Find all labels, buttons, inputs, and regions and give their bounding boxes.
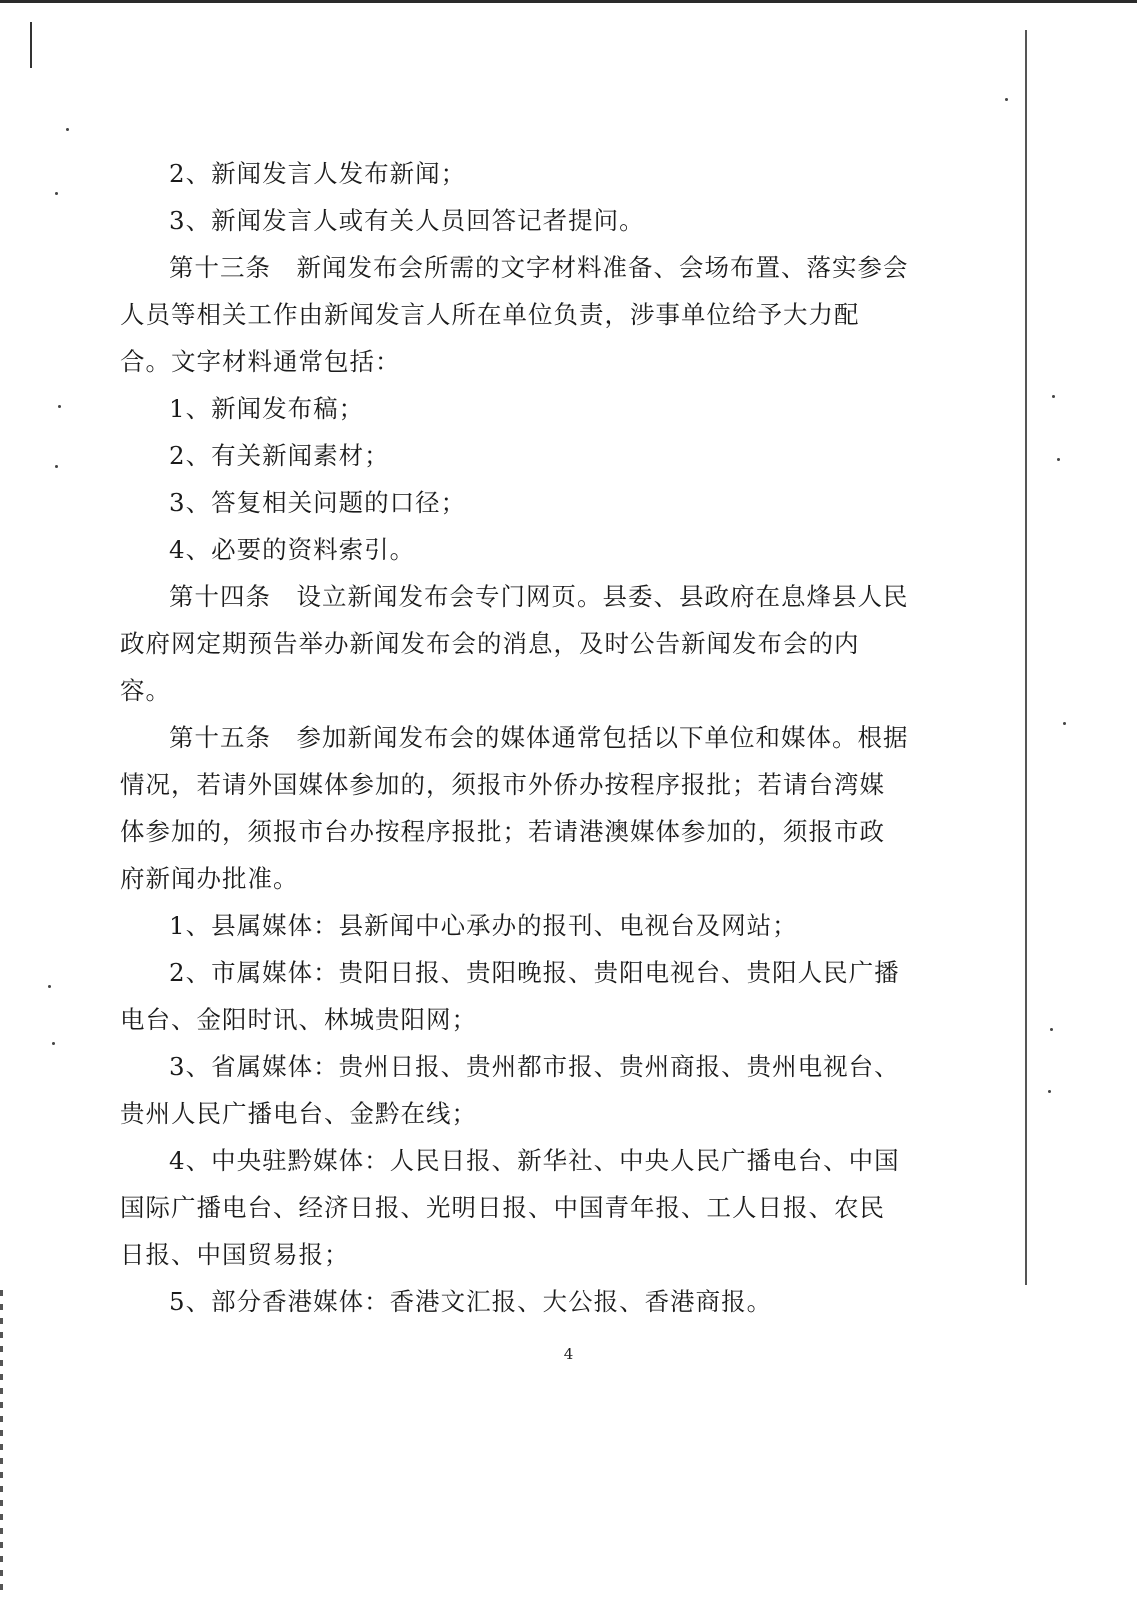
speck <box>1050 1028 1053 1031</box>
article-14: 第十四条 设立新闻发布会专门网页。县委、县政府在息烽县人民政府网定期预告举办新闻发布会的消息，及时公告新闻发布会的内容。 <box>120 582 909 705</box>
scan-edge-top <box>0 0 1137 3</box>
speck <box>1005 98 1008 101</box>
article-13: 第十三条 新闻发布会所需的文字材料准备、会场布置、落实参会人员等相关工作由新闻发言人所在单位负责，涉事单位给予大力配合。文字材料通常包括： <box>120 253 909 376</box>
speck <box>58 405 61 408</box>
scan-mark-left <box>30 22 32 68</box>
list-item-county-media: 1、县属媒体：县新闻中心承办的报刊、电视台及网站； <box>169 911 798 940</box>
page-number: 4 <box>563 1345 574 1363</box>
speck <box>52 1042 55 1045</box>
speck <box>1057 458 1060 461</box>
list-item-release-news: 2、新闻发言人发布新闻； <box>169 159 467 188</box>
speck <box>55 192 58 195</box>
list-item-press-release: 1、新闻发布稿； <box>169 394 365 423</box>
scan-rule-right <box>1025 30 1027 1285</box>
list-item-answer-caliber: 3、答复相关问题的口径； <box>169 488 467 517</box>
speck <box>1063 722 1066 725</box>
document-body <box>120 150 910 1325</box>
list-item-reference-index: 4、必要的资料索引。 <box>169 535 416 564</box>
list-item-central-media: 4、中央驻黔媒体：人民日报、新华社、中央人民广播电台、中国国际广播电台、经济日报、光明日报、中国青年报、工人日报、农民日报、中国贸易报； <box>120 1146 900 1269</box>
speck <box>66 128 69 131</box>
list-item-answer-questions: 3、新闻发言人或有关人员回答记者提问。 <box>169 206 645 235</box>
article-15: 第十五条 参加新闻发布会的媒体通常包括以下单位和媒体。根据情况，若请外国媒体参加的，须报市外侨办按程序报批；若请台湾媒体参加的，须报市台办按程序报批；若请港澳媒体参加的，须报市政府新闻办批准。 <box>120 723 909 893</box>
scan-dash-left <box>0 1290 3 1590</box>
speck <box>55 465 58 468</box>
speck <box>1052 395 1055 398</box>
list-item-hongkong-media: 5、部分香港媒体：香港文汇报、大公报、香港商报。 <box>169 1287 773 1316</box>
speck <box>48 985 51 988</box>
list-item-city-media: 2、市属媒体：贵阳日报、贵阳晚报、贵阳电视台、贵阳人民广播电台、金阳时讯、林城贵阳网； <box>120 958 900 1034</box>
speck <box>1048 1090 1051 1093</box>
list-item-news-material: 2、有关新闻素材； <box>169 441 390 470</box>
list-item-province-media: 3、省属媒体：贵州日报、贵州都市报、贵州商报、贵州电视台、贵州人民广播电台、金黔在线； <box>120 1052 900 1128</box>
